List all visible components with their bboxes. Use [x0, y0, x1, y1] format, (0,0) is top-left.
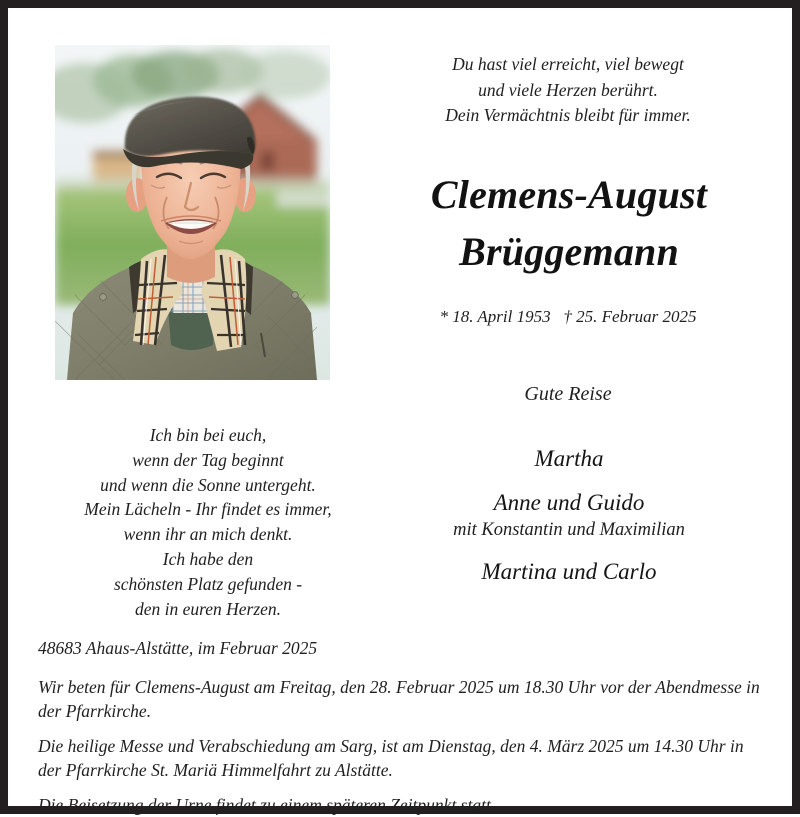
- deceased-name: [376, 166, 762, 280]
- mourner-name: Anne und Guido: [493, 490, 645, 515]
- service-paragraph: Die heilige Messe und Verabschiedung am Sarg, ist am Dienstag, den 4. März 2025 um 14.30 Uhr in der Pfarrkirche St. Mariä Himmelfahrt zu Alstätte.: [38, 736, 744, 780]
- memorial-verse-top: [386, 52, 750, 129]
- life-dates: * 18. April 1953 † 25. Februar 2025: [439, 307, 697, 326]
- poem-line: wenn der Tag beginnt: [132, 449, 284, 470]
- portrait-photo-image: [55, 45, 330, 380]
- service-paragraph: Die Beisetzung der Urne findet zu einem späteren Zeitpunkt statt.: [38, 795, 496, 815]
- deceased-last-name: Brüggemann: [459, 229, 679, 274]
- mourner-group: [376, 488, 762, 543]
- farewell-message: Gute Reise: [524, 383, 612, 405]
- poem-line: den in euren Herzen.: [134, 598, 282, 619]
- mourner-group: [376, 557, 762, 587]
- obituary-card-inner: [8, 8, 792, 815]
- mourner-children: mit Konstantin und Maximilian: [453, 520, 685, 540]
- poem-line: und wenn die Sonne untergeht.: [100, 474, 316, 495]
- memorial-poem: [38, 423, 378, 621]
- poem-line: Ich bin bei euch,: [149, 425, 267, 445]
- portrait-photo: [55, 45, 330, 380]
- poem-line: wenn ihr an mich denkt.: [123, 524, 293, 545]
- service-details: [38, 636, 768, 817]
- poem-line: Ich habe den: [162, 548, 254, 569]
- mourner-name: Martina und Carlo: [481, 559, 657, 584]
- place-and-date: 48683 Ahaus-Alstätte, im Februar 2025: [38, 638, 318, 658]
- mourner-name: Martha: [534, 446, 604, 471]
- verse-top-line: und viele Herzen berührt.: [478, 79, 658, 100]
- mourner-group: [376, 444, 762, 474]
- verse-top-line: Du hast viel erreicht, viel bewegt: [452, 54, 684, 74]
- poem-line: Mein Lächeln - Ihr findet es immer,: [84, 499, 332, 520]
- deceased-first-name: Clemens-August: [430, 172, 708, 217]
- service-paragraph: Wir beten für Clemens-August am Freitag, den 28. Februar 2025 um 18.30 Uhr vor der Abendmesse in der Pfarrkirche.: [38, 677, 760, 721]
- verse-top-line: Dein Vermächtnis bleibt für immer.: [445, 105, 691, 125]
- poem-line: schönsten Platz gefunden -: [113, 573, 303, 594]
- mourners-list: [376, 444, 762, 587]
